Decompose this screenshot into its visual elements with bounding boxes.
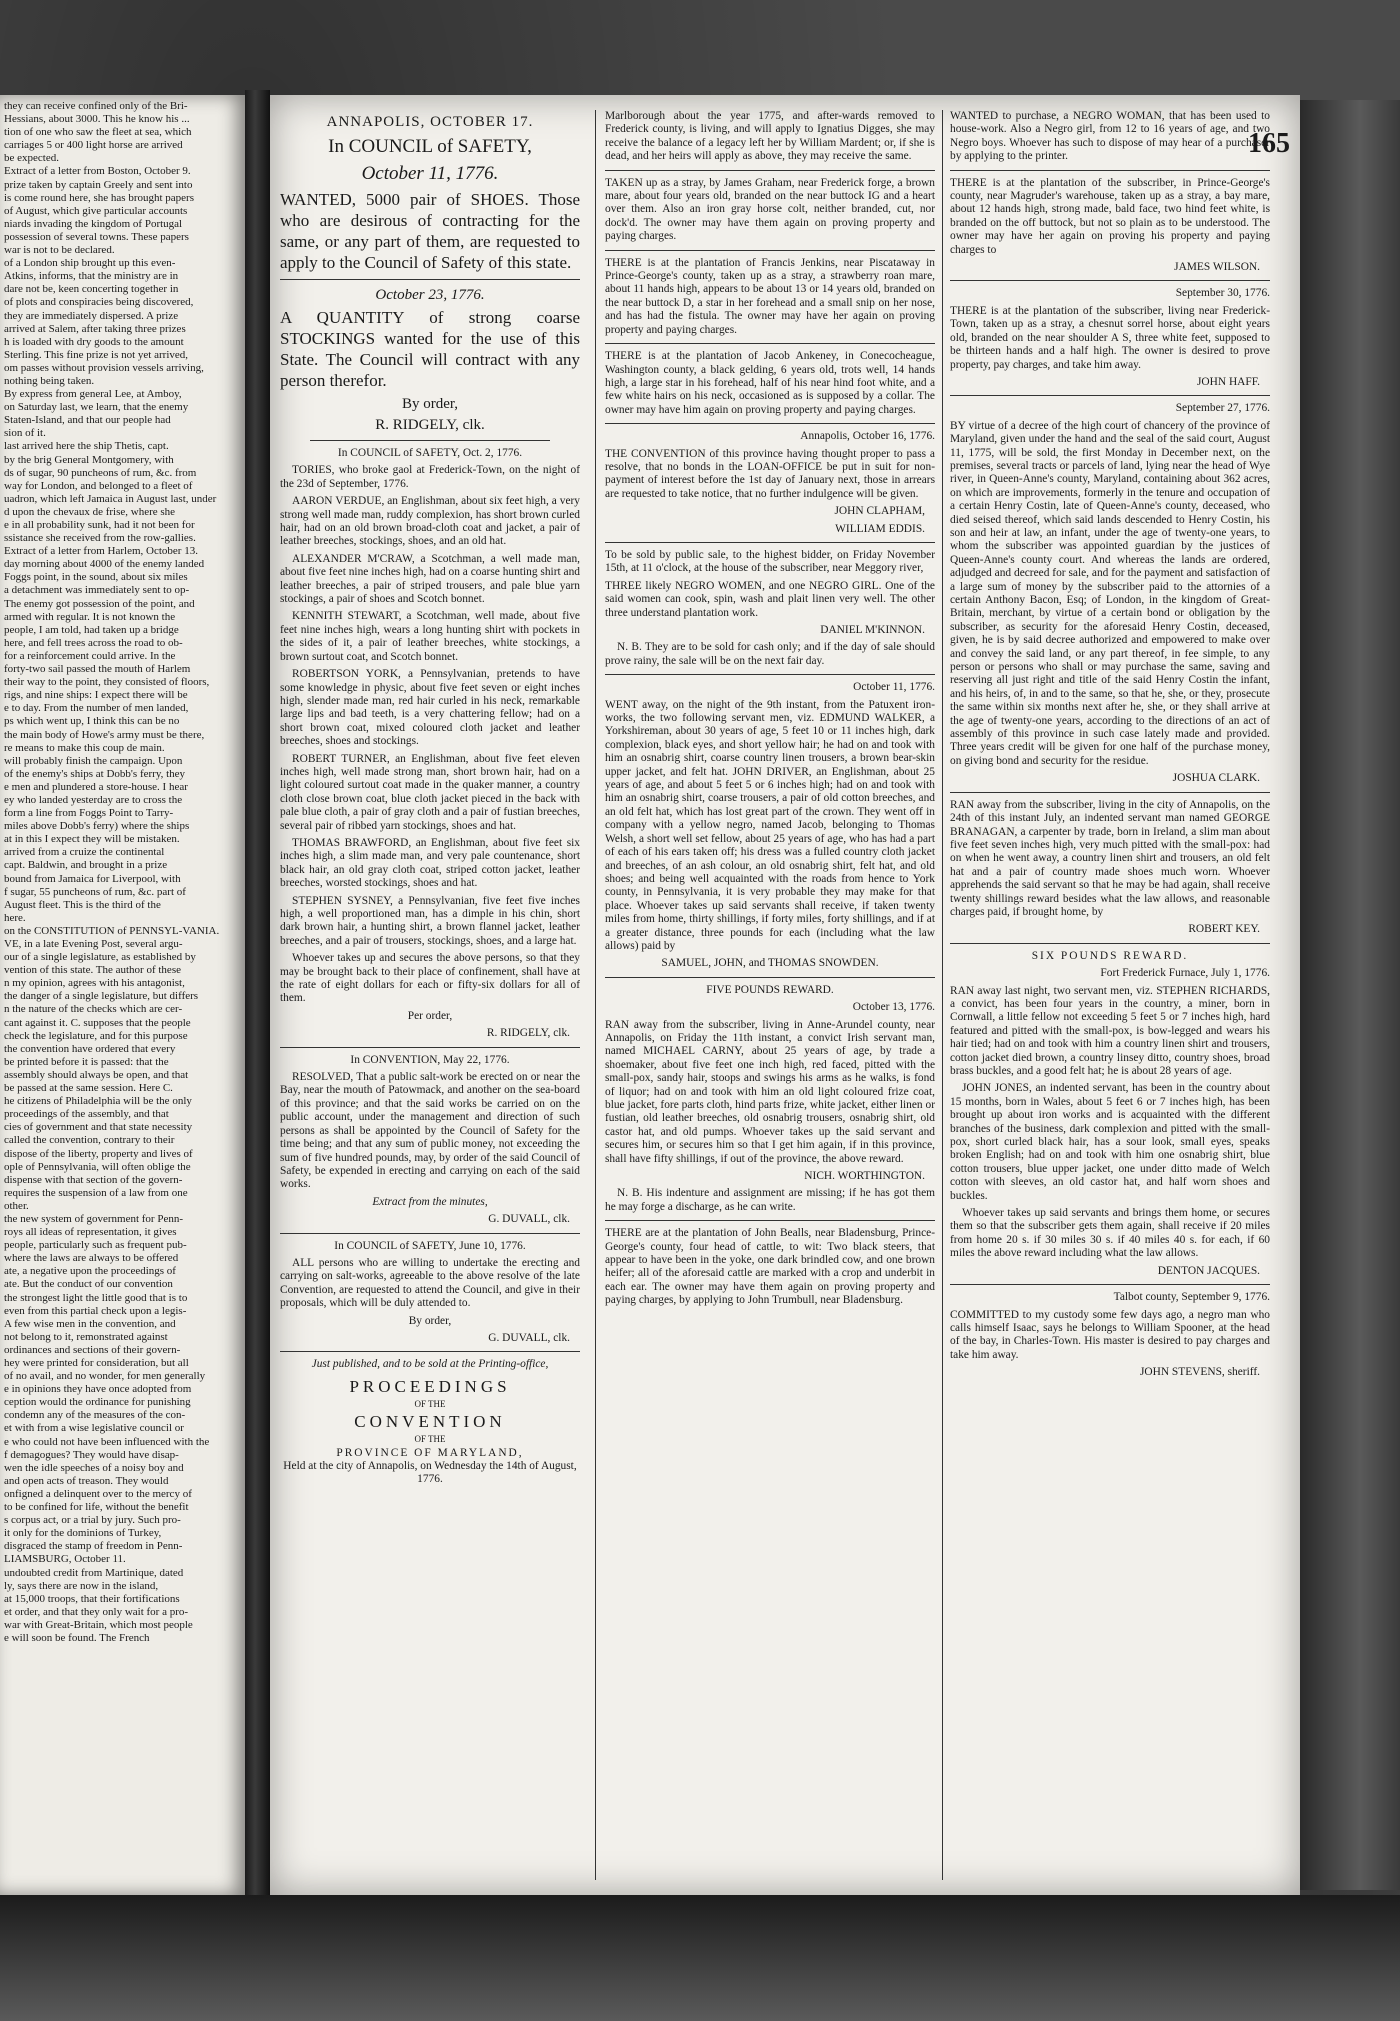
left-page-line: ate. But the conduct of our convention xyxy=(4,1278,173,1291)
divider xyxy=(950,170,1270,171)
left-page-line: the strongest light the little good that is to xyxy=(4,1291,188,1304)
left-page-line: other. xyxy=(4,1199,29,1212)
column-rule xyxy=(595,110,596,1880)
left-page-line: war is not to be declared. xyxy=(4,244,115,257)
left-page-line: form a line from Foggs Point to Tarry- xyxy=(4,807,174,820)
page-number: 165 xyxy=(1248,128,1290,159)
tory-description: KENNITH STEWART, a Scotchman, well made, about five feet nine inches high, wears a long hunting shirt with pockets in the sides of it, a pair of leather breeches, white stockings, a brown surtout coat, and Scotch bonnet. xyxy=(280,610,580,663)
duvall-signature-2: G. DUVALL, clk. xyxy=(488,1331,570,1344)
divider xyxy=(280,1351,580,1352)
left-page-line: e will soon be found. The French xyxy=(4,1631,150,1644)
left-page-line: by the brig General Montgomery, with xyxy=(4,453,174,466)
ridgely-signature-2: R. RIDGELY, clk. xyxy=(486,1027,570,1040)
left-page-line: day morning about 4000 of the enemy landed xyxy=(4,558,205,571)
divider xyxy=(280,1233,580,1234)
stockings-notice: A QUANTITY of strong coarse STOCKINGS wanted for the use of this State. The Council will contract with any person therefor. xyxy=(280,308,580,390)
negro-woman-wanted: WANTED to purchase, a NEGRO WOMAN, that has been used to house-work. Also a Negro girl, from 12 to 16 years of age, and two Negro boys. Whoever has such to dispose of may hear of a purchaser by applying to the printer. xyxy=(950,110,1270,163)
left-page-line: of plots and conspiracies being discovered, xyxy=(4,296,194,309)
of-the: OF THE xyxy=(414,1398,446,1409)
went-away-ad: WENT away, on the night of the 9th instant, from the Patuxent iron-works, the two following servant men, viz. EDMUND WALKER, a Yorkshireman, about 30 years of age, 5 feet 10 or 11 inches high, dark complexion, black eyes, and short yellow hair; he had on and took with him an osnabrig shirt, coarse country linen trousers, a brown bear-skin upper jacket, and felt hat. JOHN DRIVER, an Englishman, about 25 years of age, and about 5 feet 5 or 6 inches high; had on and took with him an osnabrig shirt, coarse trousers, a pair of old cotton breeches, and an old felt hat, which has lost great part of the crown. They went off in company with a yellow negro, named Jacob, belonging to Thomas Welsh, a short well set fellow, about 25 years of age, who has had a part of each of his ears taken off; his dress was a fulled country cloth jacket and breeches, of an ash colour, an old osnabrig shirt, felt hat, and old shoes; and being well acquainted with the roads from hence to York county, in Pennsylvania, it is very probable they may make for that place. Whoever takes up said servants shall receive, if taken twenty miles from home, thirty shillings, if forty miles, forty shillings, and if at a greater distance, three pounds for each (including what the law allows) paid by xyxy=(605,698,935,952)
left-page-line: s corpus act, or a trial by jury. Such pro- xyxy=(4,1514,181,1527)
divider xyxy=(950,792,1270,793)
divider xyxy=(605,423,935,424)
ankeney-stray-ad: THERE is at the plantation of Jacob Ankeney, in Conecocheague, Washington county, a black gelding, 6 years old, trots well, 14 hands high, a large star in his forehead, half of his near hind foot white, and a few white hairs on his neck, occasioned as is supposed by a collar. The owner may have him again on proving property and paying charges. xyxy=(605,350,935,416)
left-page-line: August fleet. This is the third of the xyxy=(4,898,161,911)
divider xyxy=(310,440,550,441)
left-page-line: ception would the ordinance for punishing xyxy=(4,1396,191,1409)
tories-intro: TORIES, who broke gaol at Frederick-Town, on the night of the 23d of September, 1776. xyxy=(280,464,580,490)
left-page-line: be passed at the same session. Here C. xyxy=(4,1082,173,1095)
left-page-line: be printed before it is passed: that the xyxy=(4,1055,169,1068)
worthington-signature: NICH. WORTHINGTON. xyxy=(804,1170,925,1183)
six-pounds-heading: SIX POUNDS REWARD. xyxy=(1031,949,1189,962)
left-page-line: wen the idle speeches of a noisy boy and xyxy=(4,1461,184,1474)
dateline: ANNAPOLIS, OCTOBER 17. xyxy=(326,114,534,130)
clark-signature: JOSHUA CLARK. xyxy=(1172,772,1260,785)
left-page-line: it only for the dominions of Turkey, xyxy=(4,1527,162,1540)
haff-signature: JOHN HAFF. xyxy=(1196,375,1260,388)
left-page-line: at in this I expect they will be mistaken. xyxy=(4,833,180,846)
of-the-2: OF THE xyxy=(414,1434,446,1445)
page-edge xyxy=(1300,100,1400,1890)
left-page-line: miles above Dobb's ferry) where the ships xyxy=(4,820,190,833)
left-page-line: armed with regular. It is not known the xyxy=(4,610,176,623)
left-page-line: roys all ideas of representation, it gives xyxy=(4,1226,177,1239)
key-signature: ROBERT KEY. xyxy=(1188,923,1260,936)
left-page-line: Extract of a letter from Harlem, October 13. xyxy=(4,545,198,558)
council-date: October 11, 1776. xyxy=(361,163,499,184)
carny-runaway-ad: RAN away from the subscriber, living in Anne-Arundel county, near Annapolis, on Friday the 11th instant, a convict Irish servant man, named MICHAEL CARNY, about 25 years of age, by trade a shoemaker, about five feet one inch high, red faced, pitted with the small-pox, sandy hair, stoops and swings his arms as he walks, is fond of liquor; had on and took with him an old light coloured frize coat, blue jacket, fore parts cloth, hind parts frize, white jacket, either linen or fustian, old leather breeches, old osnabrig trousers, osnabrig shirt, old castor hat, and old pumps. Whoever takes up the said servant and secures him, or secures him so that I get him again, if in this province, shall have fifty shillings, if out of the province, the above reward. xyxy=(605,1018,935,1165)
left-page-line: ordinances and sections of their govern- xyxy=(4,1343,181,1356)
left-page-line: last arrived here the ship Thetis, capt. xyxy=(4,440,169,453)
proceedings-title: PROCEEDINGS xyxy=(349,1376,511,1396)
tory-description: THOMAS BRAWFORD, an Englishman, about five feet six inches high, a slim made man, and very pale countenance, short black hair, an old gray cloth coat, striped cotton jacket, leather breeches, worsted stockings, shoes and hat. xyxy=(280,836,580,890)
haff-date: September 30, 1776. xyxy=(1175,287,1270,300)
divider xyxy=(950,943,1270,944)
convention-title: CONVENTION xyxy=(354,1412,506,1432)
divider xyxy=(605,1220,935,1221)
left-page-line: on Saturday last, we learn, that the enemy xyxy=(4,401,189,414)
tory-description: ROBERTSON YORK, a Pennsylvanian, pretends to have some knowledge in physic, about five feet seven or eight inches high, slender made man, red hair curled in his neck, remarkable large lips and bad teeth, is a very chattering fellow; had on a short brown coat, mixed coloured cloth jacket and leather breeches, shoes and stockings. xyxy=(280,668,580,748)
left-page-line: ps which went up, I think this can be no xyxy=(4,715,180,728)
tories-list xyxy=(280,495,580,1006)
left-page-line: of the enemy's ships at Dobb's ferry, they xyxy=(4,767,186,780)
left-page-line: ople of Pennsylvania, will often oblige the xyxy=(4,1160,191,1173)
left-page-line: tion of one who saw the fleet at sea, which xyxy=(4,126,192,139)
left-page-line: n the nature of the checks which are cer- xyxy=(4,1003,183,1016)
left-page-line: A few wise men in the convention, and xyxy=(4,1317,176,1330)
left-page-line: et order, and that they only wait for a pro- xyxy=(4,1605,189,1618)
divider xyxy=(280,1047,580,1048)
left-page-line: capt. Baldwin, and brought in a prize xyxy=(4,859,168,872)
extract-minutes: Extract from the minutes, xyxy=(372,1195,488,1208)
left-page-line: rigs, and nine ships: I expect there will be xyxy=(4,689,188,702)
tory-description: ALEXANDER M'CRAW, a Scotchman, a well made man, about five feet nine inches high, had on a coarse hunting shirt and leather breeches, a pair of striped trousers, and pale blue yarn stockings, a pair of shoes and Scotch bonnet. xyxy=(280,552,580,606)
negro-women-sale: THREE likely NEGRO WOMEN, and one NEGRO GIRL. One of the said women can cook, spin, wash and plait linen very well. The other three understand plantation work. xyxy=(605,579,935,619)
book-gutter xyxy=(245,90,270,1900)
left-page-line: called the convention, contrary to their xyxy=(4,1134,175,1147)
left-page-line: not belong to it, remonstrated against xyxy=(4,1330,168,1343)
left-page-line: e who could not have been influenced with the xyxy=(4,1435,210,1448)
column-3 xyxy=(950,110,1270,1880)
jenkins-stray-ad: THERE is at the plantation of Francis Jenkins, near Piscataway in Prince-George's county, taken up as a stray, a strawberry roan mare, about 11 hands high, appears to be about 13 or 14 years old, branded on the near buttock D, a star in her forehead and a small snip on her nose, and has had the fistula. The owner may have her again on proving property and paying charges. xyxy=(605,256,935,336)
left-page-line: ate, a negative upon the proceedings of xyxy=(4,1265,176,1278)
clark-date: September 27, 1776. xyxy=(1175,402,1270,415)
salt-works-notice: ALL persons who are willing to undertake the erecting and carrying on salt-works, agreeable to the above resolve of the late Convention, are requested to attend the Council, and give in their proposals, which will be duly attended to. xyxy=(280,1256,580,1310)
left-page-line: dispose of the liberty, property and lives of xyxy=(4,1147,193,1160)
left-page-line: carriages 5 or 400 light horse are arrived xyxy=(4,139,183,152)
left-page-line: requires the suspension of a law from one xyxy=(4,1186,188,1199)
left-page-line: et with from a wise legislative council or xyxy=(4,1422,184,1435)
just-published: Just published, and to be sold at the Printing-office, xyxy=(311,1358,549,1371)
carny-nb: N. B. His indenture and assignment are missing; if he has got them he may forge a discharge, as he can write. xyxy=(605,1187,935,1213)
left-page-line: ssistance she received from the row-gallies. xyxy=(4,532,196,545)
left-page-line: vention of this state. The author of these xyxy=(4,964,181,977)
reward-terms: Whoever takes up said servants and brings them home, or secures them so that the subscriber gets them again, shall receive if 20 miles from home 20 s. if 30 miles 30 s. if 40 miles 40 s. for each, if 60 miles the above reward including what the law allows. xyxy=(950,1207,1270,1260)
tory-description: ROBERT TURNER, an Englishman, about five feet eleven inches high, well made strong man, short brown hair, had on a light coloured surtout coat made in the quaker manner, a country cloth close brown coat, blue cloth jacket pieced in the back with pale blue cloth, a pair of gray cloth and a pair of fustian breeches, several pair of ribbed yarn stockings, shoes and hat. xyxy=(280,752,580,832)
wilson-signature: JAMES WILSON. xyxy=(1174,261,1260,274)
public-sale-notice: To be sold by public sale, to the highest bidder, on Friday November 15th, at 11 o'clock, at the house of the subscriber, near Meggory river, xyxy=(605,548,935,575)
left-page-line: the convention have ordered that every xyxy=(4,1042,176,1055)
left-page-line: prize taken by captain Greely and sent into xyxy=(4,178,193,191)
council-heading-2: In COUNCIL of SAFETY, Oct. 2, 1776. xyxy=(337,447,523,459)
left-page-line: ly, says there are now in the island, xyxy=(4,1579,159,1592)
left-page-line: the main body of Howe's army must be there, xyxy=(4,728,205,741)
stockings-date: October 23, 1776. xyxy=(375,287,485,303)
left-page-line: By express from general Lee, at Amboy, xyxy=(4,388,182,401)
left-page-line: Staten-Island, and that our people had xyxy=(4,414,171,427)
loan-office-notice: THE CONVENTION of this province having thought proper to pass a resolve, that no bonds in the LOAN-OFFICE be put in suit for non-payment of interest before the 1st day of January next, those in arrears are requested to take notice, that no further indulgence will be given. xyxy=(605,447,935,500)
left-page-line: sion of it. xyxy=(4,427,46,440)
divider xyxy=(605,542,935,543)
left-page-line: cies of government and that state necessity xyxy=(4,1121,193,1134)
left-page-line: condemn any of the measures of the con- xyxy=(4,1409,186,1422)
six-pounds-date: Fort Frederick Furnace, July 1, 1776. xyxy=(1100,967,1270,980)
left-page-line: will probably finish the campaign. Upon xyxy=(4,754,183,767)
left-page-line: VE, in a late Evening Post, several argu- xyxy=(4,938,183,950)
marlborough-notice: Marlborough about the year 1775, and after-wards removed to Frederick county, is living, and will apply to Ignatius Digges, she may receive the balance of a legacy left her by William Mardent; or, if she is dead, and her heirs will apply as above, they may receive the same. xyxy=(605,110,935,163)
shoes-notice: WANTED, 5000 pair of SHOES. Those who are desirous of contracting for the same, or any part of them, are requested to apply to the Council of Safety of this state. xyxy=(280,190,580,272)
left-page-line: even from this partial check upon a legis- xyxy=(4,1304,187,1317)
jones-runaway-ad: JOHN JONES, an indented servant, has been in the country about 15 months, born in Wales, about 5 feet 6 or 7 inches high, has been brought up about iron works and is acquainted with the different branches of the business, dark complexion and pitted with the small-pox, short curled black hair, has a sour look, small eyes, speaks broken English; had on and took with him one osnabrig shirt, blue cotton trousers, blue upper jacket, one under ditto made of Welch cotton with sleeves, an old castor hat, and half worn shoes and buckles. xyxy=(950,1082,1270,1202)
left-page-line: e to day. From the number of men landed, xyxy=(4,702,189,715)
tory-description: Whoever takes up and secures the above persons, so that they may be brought back to their place of confinement, shall have at the rate of eight dollars for each or fifty-six dollars for all of them. xyxy=(280,952,580,1005)
column-1 xyxy=(280,110,580,1880)
left-page-line: arrived at Salem, after taking three prizes xyxy=(4,322,186,335)
committed-notice: COMMITTED to my custody some few days ago, a negro man who calls himself Isaac, says he belongs to William Spooner, at the head of the bay, in Charles-Town. His master is desired to pay charges and take him away. xyxy=(950,1308,1270,1361)
tory-description: AARON VERDUE, an Englishman, about six feet high, a very strong well made man, ruddy complexion, has short brown curled hair, had on an old brown broad-cloth coat and jacket, a pair of leather breeches, stockings, shoes, and an old hat. xyxy=(280,495,580,548)
divider xyxy=(605,343,935,344)
mckinnon-signature: DANIEL M'KINNON. xyxy=(820,624,925,636)
left-page-line: om passes without provision vessels arriving, xyxy=(4,361,204,374)
sale-nb: N. B. They are to be sold for cash only; and if the day of sale should prove rainy, the sale will be on the next fair day. xyxy=(605,641,935,667)
left-page-line: they can receive confined only of the Bri- xyxy=(4,100,188,112)
left-page-line: and open acts of treason. They would xyxy=(4,1474,169,1487)
left-page-line: undoubted credit from Martinique, dated xyxy=(4,1566,184,1579)
left-page-line: of August, which give particular accounts xyxy=(4,204,188,217)
left-page-line: re means to make this coup de main. xyxy=(4,741,165,754)
left-page-line: cant against it. C. supposes that the people xyxy=(4,1016,191,1029)
council-heading-3: In COUNCIL of SAFETY, June 10, 1776. xyxy=(334,1239,526,1252)
per-order: Per order, xyxy=(407,1009,453,1022)
key-runaway-ad: RAN away from the subscriber, living in the city of Annapolis, on the 24th of this instant July, an indented servant man named GEORGE BRANAGAN, a carpenter by trade, born in Ireland, a slim man about five feet seven inches high, very much pitted with the small-pox: had on when he went away, a country linen shirt and trousers, an old felt hat and a pair of country made shoes much worn. Whoever apprehends the said servant so that he may be had again, shall receive twenty shillings reward besides what the law allows, and reasonable charges paid, if brought home, by xyxy=(950,798,1270,918)
left-page-line: n my opinion, agrees with his antagonist, xyxy=(4,977,185,990)
left-page-line: arrived from a cruize the continental xyxy=(4,846,165,859)
left-page-line: here. xyxy=(4,911,26,924)
convention-heading: In CONVENTION, May 22, 1776. xyxy=(350,1053,510,1066)
left-page-line: Atkins, informs, that the ministry are in xyxy=(4,270,179,283)
went-away-date: October 11, 1776. xyxy=(853,681,935,694)
left-page-line: a detachment was immediately sent to op- xyxy=(4,584,190,597)
divider xyxy=(605,250,935,251)
left-page-line: e in all probability sunk, had it not been for xyxy=(4,519,195,531)
salt-resolve: RESOLVED, That a public salt-work be erected on or near the Bay, near the mouth of Patowmack, and another on the sea-board of this province; and that the said works be carried on on the public account, under the management and direction of such persons as shall be appointed by the Council of Safety for the time being; and that any sum of public money, not exceeding the sum of five hundred pounds, may, by order of the said Council of Safety, be expended in erecting and carrying on each of the said works. xyxy=(280,1071,580,1191)
left-page-line: check the legislature, and for this purpose xyxy=(4,1029,188,1042)
loan-date: Annapolis, October 16, 1776. xyxy=(800,430,935,443)
chancery-sale-ad: BY virtue of a decree of the high court of chancery of the province of Maryland, given under the hand and the seal of the said court, August 11, 1775, will be sold, the first Monday in December next, on the premises, several tracts or parcels of land, lying near the head of Wye river, in Queen-Anne's county, Maryland, containing about 362 acres, on which are improvements, formerly in the tenure and occupation of a certain Henry Costin, late of Queen-Anne's county, deceased, who died seised thereof, which said lands descended to Henry Costin, his son and heir at law, an infant, under the age of twenty-one years, to whom the subscriber was appointed guardian by the justices of Queen-Anne's county court. And whereas the lands are ordered, adjudged and decreed for sale, and for the payment and satisfaction of a large sum of money by the subscriber paid to the attornies of a certain Anthony Bacon, Esq; of London, in the kingdom of Great-Britain, merchant, by virtue of a certain bond or obligation by the subscriber, as security for the aforesaid Henry Costin, deceased, given, he is by said decree authorized and empowered to make over and convey the said land, or any part thereof, in fee simple, to any person or persons who shall or may purchase the same, saving and reserving all just right and title of the said Henry Costin the infant, and his heirs, of, in and to the same, so that he, she, or they, prosecute the same within six months next after he, she, or they shall arrive at the age of twenty-one years, according to the directions of an act of assembly of this province in such case lately made and provided. Three years credit will be given for one half of the purchase money, on giving bond and security for the residue. xyxy=(950,419,1270,767)
graham-stray-ad: TAKEN up as a stray, by James Graham, near Frederick forge, a brown mare, about four years old, branded on the near buttock IG and a heart over them. Also an iron gray horse colt, neither branded, cut, nor dock'd. The owner may have them again on proving property and paying charges. xyxy=(605,176,935,243)
left-page-line: at 15,000 troops, that their fortifications xyxy=(4,1592,180,1605)
left-page-line: dispense with that section of the govern- xyxy=(4,1173,183,1186)
divider xyxy=(950,280,1270,281)
left-page-line: dare not be, keen concerting together in xyxy=(4,283,179,296)
left-page-line: h is loaded with dry goods to the amount xyxy=(4,335,184,348)
left-page-line: be expected. xyxy=(4,152,59,165)
left-page-line: for a reinforcement could arrive. In the xyxy=(4,649,176,662)
ridgely-signature: R. RIDGELY, clk. xyxy=(375,417,485,433)
left-page-line: d upon the chevaux de frise, where she xyxy=(4,505,176,518)
left-page-line: Hessians, about 3000. This he know his ... xyxy=(4,113,190,126)
duvall-signature: G. DUVALL, clk. xyxy=(488,1213,570,1226)
council-heading: In COUNCIL of SAFETY, xyxy=(328,136,532,157)
left-page-line: hey were printed for consideration, but all xyxy=(4,1357,189,1369)
left-page-line: onfigned a delinquent over to the mercy of xyxy=(4,1487,192,1500)
by-order: By order, xyxy=(401,396,459,412)
column-2 xyxy=(605,110,935,1880)
left-page-line: the new system of government for Penn- xyxy=(4,1212,184,1225)
left-page-line: is come round here, she has brought papers xyxy=(4,191,195,204)
left-page-line: f demagogues? They would have disap- xyxy=(4,1448,179,1461)
left-page-line: ds of sugar, 90 puncheons of rum, &c. from xyxy=(4,466,197,479)
left-page-line: to be confined for life, without the benefit xyxy=(4,1501,189,1514)
five-pounds-heading: FIVE POUNDS REWARD. xyxy=(706,983,834,996)
left-page-line: people, particularly such as frequent pub- xyxy=(4,1239,187,1252)
left-page-line: niards invading the kingdom of Portugal xyxy=(4,217,183,230)
left-page-line: bound from Jamaica for Liverpool, with xyxy=(4,872,181,885)
left-page-line: uadron, which left Jamaica in August last, under xyxy=(4,492,217,505)
held-at: Held at the city of Annapolis, on Wednesday the 14th of August, 1776. xyxy=(283,1460,577,1486)
left-page-line: here, and fell trees across the road to ob- xyxy=(4,636,183,649)
left-page-line: he citizens of Philadelphia will be the only xyxy=(4,1095,192,1108)
richards-runaway-ad: RAN away last night, two servant men, viz. STEPHEN RICHARDS, a convict, has been four years in the country, a miner, born in Cornwall, a little fellow not exceeding 5 feet 5 or 7 inches high, hard featured and pitted with the small-pox, is bow-legged and wears his hair tied; had on and took with him a country linen shirt and trousers, cotton jacket died brown, a country linsey ditto, country shoes, broad brass buckles, and a good felt hat; he is about 28 years of age. xyxy=(950,984,1270,1077)
divider xyxy=(605,977,935,978)
left-page-line: The enemy got possession of the point, and xyxy=(4,597,195,610)
left-page-line: Extract of a letter from Boston, October 9. xyxy=(4,165,191,178)
left-page-line: f sugar, 55 puncheons of rum, &c. part of xyxy=(4,885,186,898)
divider xyxy=(280,279,580,280)
left-page-line: the danger of a single legislature, but differs xyxy=(4,990,199,1003)
jacques-signature: DENTON JACQUES. xyxy=(1157,1264,1260,1277)
left-page-line: their way to the point, they consisted of floors, xyxy=(4,676,210,689)
stevens-date: Talbot county, September 9, 1776. xyxy=(1113,1291,1270,1304)
left-page-line: they are immediately dispersed. A prize xyxy=(4,309,179,322)
divider xyxy=(950,395,1270,396)
left-page-line: assembly should always be open, and that xyxy=(4,1068,189,1081)
divider xyxy=(950,1284,1270,1285)
snowden-signature: SAMUEL, JOHN, and THOMAS SNOWDEN. xyxy=(661,957,879,970)
left-page-line: of no avail, and no wonder, for men generally xyxy=(4,1370,206,1383)
by-order-2: By order, xyxy=(408,1314,452,1327)
left-page-line: on the CONSTITUTION of PENNSYL-VANIA. xyxy=(4,924,220,937)
stevens-signature: JOHN STEVENS, sheriff. xyxy=(1139,1366,1260,1379)
left-page-column xyxy=(4,100,236,1820)
divider xyxy=(605,674,935,675)
bottom-shadow xyxy=(0,1895,1400,2021)
left-page-line: disgraced the stamp of freedom in Penn- xyxy=(4,1540,183,1553)
bealls-cattle-ad: THERE are at the plantation of John Bealls, near Bladensburg, Prince-George's county, four head of cattle, to wit: Two black steers, that appear to have been in the yoke, one dark brindled cow, and one brown heifer; all of the aforesaid cattle are marked with a crop and underbit in each ear. The owner may have them again on proving property and paying charges, by applying to John Trumbull, near Bladensburg. xyxy=(605,1227,935,1307)
wilson-stray-ad: THERE is at the plantation of the subscriber, in Prince-George's county, near Magruder's warehouse, taken up as a stray, a bay mare, about 12 hands high, strong made, bald face, two hind feet white, is branded on the off buttock, but not so plain as to be understood. The owner may have her again on proving his property and paying charges to xyxy=(950,176,1270,256)
left-page-line: people, I am told, had taken up a bridge xyxy=(4,623,179,636)
left-page-line: war with Great-Britain, which most people xyxy=(4,1618,193,1631)
left-page-line: nothing being taken. xyxy=(4,374,95,387)
left-page-line: way for London, and belonged to a fleet of xyxy=(4,479,193,492)
left-page-line: our of a single legislature, as established by xyxy=(4,951,196,964)
left-page-line: ey who landed yesterday are to cross the xyxy=(4,793,183,806)
left-page-line: where the laws are always to be offered xyxy=(4,1252,179,1265)
left-page-line: proceedings of the assembly, and that xyxy=(4,1108,169,1121)
left-page-line: e in opinions they have once adopted from xyxy=(4,1383,192,1396)
left-page-line: Foggs point, in the sound, about six miles xyxy=(4,571,188,584)
left-page-line: e men and plundered a store-house. I hear xyxy=(4,780,188,793)
left-page-line: possession of several towns. These papers xyxy=(4,230,189,243)
column-rule xyxy=(942,110,943,1880)
province-title: PROVINCE OF MARYLAND, xyxy=(336,1446,524,1459)
divider xyxy=(605,170,935,171)
tory-description: STEPHEN SYSNEY, a Pennsylvanian, five feet five inches high, a well proportioned man, has a dimple in his chin, short dark brown hair, a hunting shirt, a brown flannel jacket, leather breeches, and a pair of trousers, stockings, shoes, and a large hat. xyxy=(280,894,580,947)
left-page-line: forty-two sail passed the mouth of Harlem xyxy=(4,663,191,676)
clapham-signature: JOHN CLAPHAM, xyxy=(834,505,925,518)
haff-stray-ad: THERE is at the plantation of the subscriber, living near Frederick-Town, taken up as a stray, a chesnut sorrel horse, about eight years old, branded on the near shoulder A S, three white feet, supposed to be thirteen hands and a half high. The owner is desired to prove property, pay charges, and take him away. xyxy=(950,304,1270,371)
eddis-signature: WILLIAM EDDIS. xyxy=(835,522,925,535)
five-pounds-date: October 13, 1776. xyxy=(852,1001,935,1014)
left-page-line: Sterling. This fine prize is not yet arrived, xyxy=(4,348,189,361)
left-page-line: LIAMSBURG, October 11. xyxy=(4,1553,126,1566)
left-page-line: of a London ship brought up this even- xyxy=(4,257,176,270)
